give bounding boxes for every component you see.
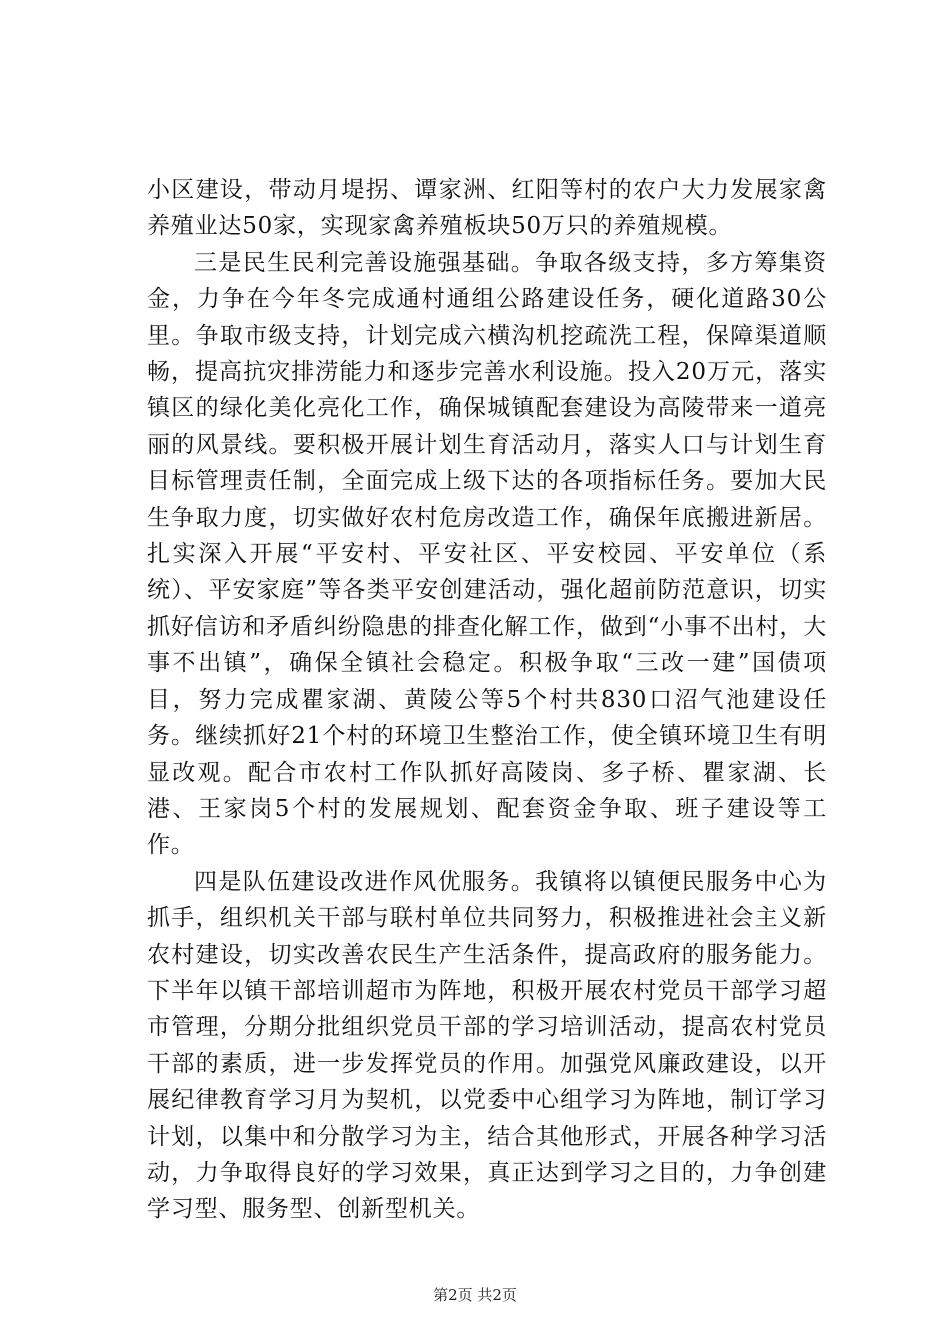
- paragraph-team-building: 四是队伍建设改进作风优服务。我镇将以镇便民服务中心为抓手，组织机关干部与联村单位共同努力，积极推进社会主义新农村建设，切实改善农民生产生活条件，提高政府的服务能力。下半年以镇干部培训超市为阵地，积极开展农村党员干部学习超市管理，分期分批组织党员干部的学习培训活动，提高农村党员干部的素质，进一步发挥党员的作用。加强党风廉政建设，以开展纪律教育学习月为契机，以党委中心组学习为阵地，制订学习计划，以集中和分散学习为主，结合其他形式，开展各种学习活动，力争取得良好的学习效果，真正达到学习之目的，力争创建学习型、服务型、创新型机关。: [147, 868, 827, 1223]
- document-body: [147, 172, 827, 1228]
- page-footer: 第2页 共2页: [433, 1286, 517, 1304]
- paragraph-livelihood: 三是民生民利完善设施强基础。争取各级支持，多方筹集资金，力争在今年冬完成通村通组公路建设任务，硬化道路30公里。争取市级支持，计划完成六横沟机挖疏洗工程，保障渠道顺畅，提高抗灾排涝能力和逐步完善水利设施。投入20万元，落实镇区的绿化美化亮化工作，确保城镇配套建设为高陵带来一道亮丽的风景线。要积极开展计划生育活动月，落实人口与计划生育目标管理责任制，全面完成上级下达的各项指标任务。要加大民生争取力度，切实做好农村危房改造工作，确保年底搬进新居。扎实深入开展“平安村、平安社区、平安校园、平安单位（系统）、平安家庭”等各类平安创建活动，强化超前防范意识，切实抓好信访和矛盾纠纷隐患的排查化解工作，做到“小事不出村，大事不出镇”，确保全镇社会稳定。积极争取“三改一建”国债项目，努力完成瞿家湖、黄陵公等5个村共830口沼气池建设任务。继续抓好21个村的环境卫生整治工作，使全镇环境卫生有明显改观。配合市农村工作队抓好高陵岗、多子桥、瞿家湖、长港、王家岗5个村的发展规划、配套资金争取、班子建设等工作。: [147, 249, 827, 859]
- paragraph-continuation: 小区建设，带动月堤拐、谭家洲、红阳等村的农户大力发展家禽养殖业达50家，实现家禽养殖板块50万只的养殖规模。: [147, 177, 827, 240]
